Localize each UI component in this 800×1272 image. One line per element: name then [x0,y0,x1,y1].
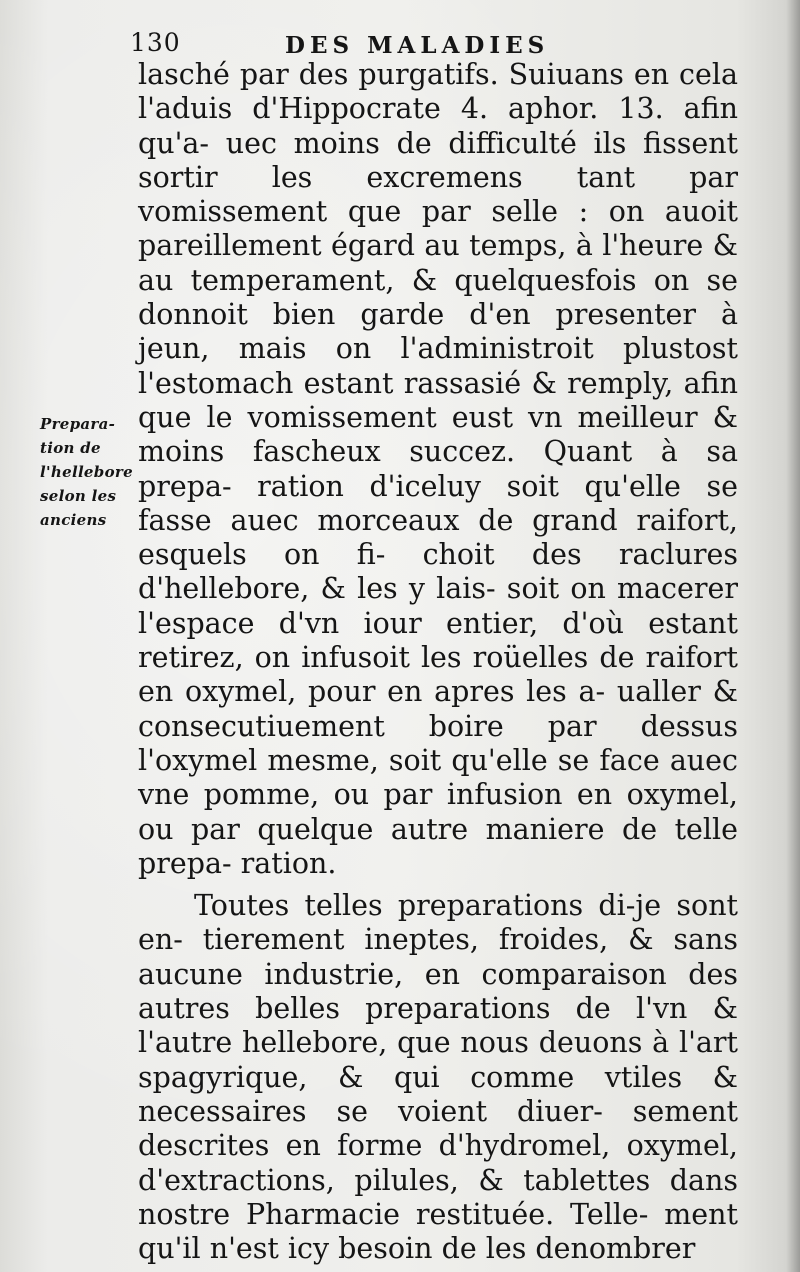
paragraph-1: lasché par des purgatifs. Suiuans en cela l'aduis d'Hippocrate 4. aphor. 13. afin qu'a- uec moins de difficulté ils fissent sortir les excremens tant par vomissement que par selle : on auoit pareillement égard au temps, à l'heure & au temperament, & quelquesfois on se donnoit bien garde d'en presenter à jeun, mais on l'administroit plustost l'estomach estant rassasié & remply, afin que le vomissement eust vn meilleur & moins fascheux succez. Quant à sa prepa- ration d'iceluy soit qu'elle se fasse auec morceaux de grand raifort, esquels on fi- choit des raclures d'hellebore, & les y lais- soit on macerer l'espace d'vn iour entier, d'où estant retirez, on infusoit les roüelles de raifort en oxymel, pour en apres les a- ualler & consecutiuement boire par dessus l'oxymel mesme, soit qu'elle se face auec vne pomme, ou par infusion en oxymel, ou par quelque autre maniere de telle prepa- ration. [138,58,738,880]
main-text-block [138,58,738,1266]
running-title: DES MALADIES [285,32,550,59]
page-header [130,20,740,60]
margin-note: Prepara- tion de l'hellebore selon les anciens [40,415,133,529]
page-number: 130 [130,28,181,57]
paragraph-2: Toutes telles preparations di-je sont en- tierement ineptes, froides, & sans aucune industrie, en comparaison des autres belles preparations de l'vn & l'autre hellebore, que nous deuons à l'art spagyrique, & qui comme vtiles & necessaires se voient diuer- sement descrites en forme d'hydromel, oxymel, d'extractions, pilules, & tablettes dans nostre Pharmacie restituée. Telle- ment qu'il n'est icy besoin de les denombrer [138,889,738,1266]
page-gutter-shadow [786,0,800,1272]
